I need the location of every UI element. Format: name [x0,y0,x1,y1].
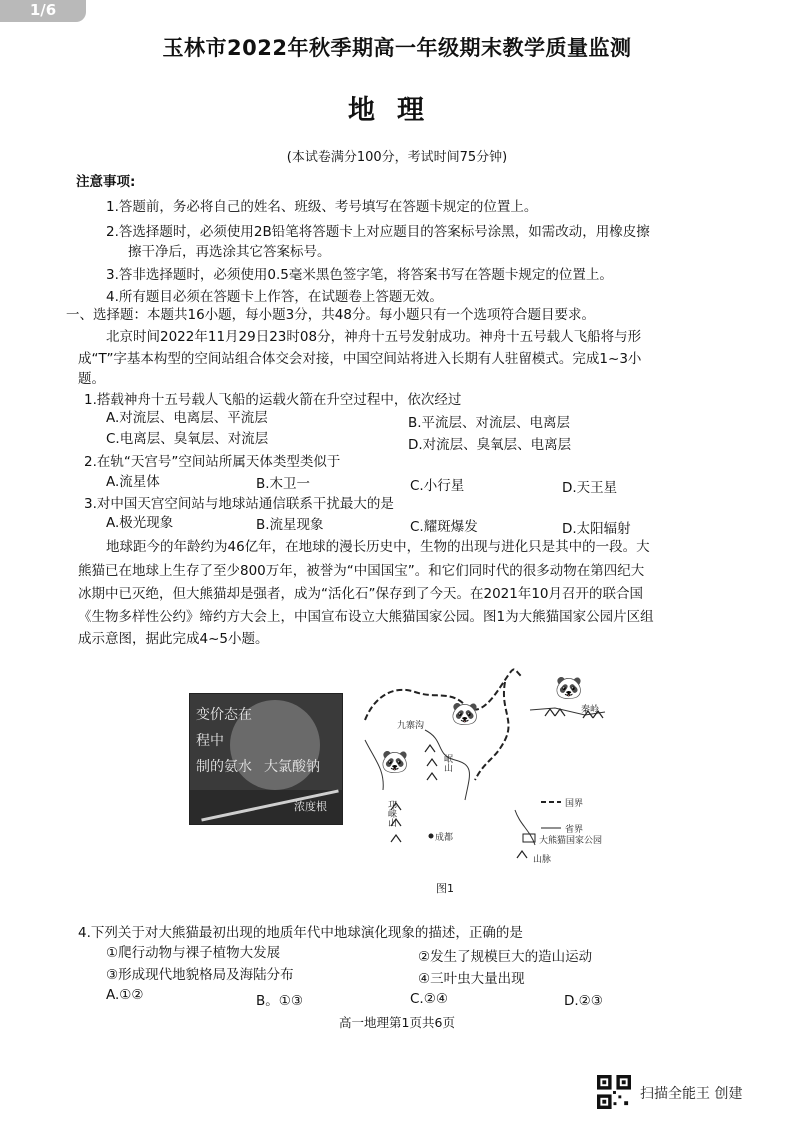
photo-text-line: 浓度根 [294,800,327,813]
question-4-option-b: B。①③ [256,993,303,1009]
question-2-option-b: B.木卫一 [256,476,311,492]
photo-text-line: 制的氨水 [196,759,252,775]
notice-item: 1.答题前，务必将自己的姓名、班级、考号填写在答题卡规定的位置上。 [106,199,538,215]
notice-item: 4.所有题目必须在答题卡上作答，在试题卷上答题无效。 [106,289,443,305]
question-3-option-c: C.耀斑爆发 [410,519,478,535]
question-2-stem: 2.在轨“天宫号”空间站所属天体类型类似于 [84,454,341,470]
question-1-option-d: D.对流层、臭氧层、电离层 [408,437,572,453]
question-4-statement-2: ②发生了规模巨大的造山运动 [418,949,593,965]
question-4-statement-3: ③形成现代地貌格局及海陆分布 [106,967,294,983]
notice-heading: 注意事项: [76,174,136,190]
legend-shengjie: 省界 [565,825,584,835]
question-4-stem: 4.下列关于对大熊猫最初出现的地质年代中地球演化现象的描述，正确的是 [78,925,523,941]
photo-text-line: 程中 [196,733,224,749]
question-1-option-a: A.对流层、电离层、平流层 [106,410,268,426]
figure-caption: 图1 [436,882,454,895]
panda-icon: 🐼 [381,750,409,775]
question-4-option-c: C.②④ [410,991,448,1007]
panda-icon: 🐼 [555,676,583,701]
question-2-option-c: C.小行星 [410,478,465,494]
exam-info: (本试卷满分100分，考试时间75分钟) [286,150,508,165]
exam-title: 玉林市2022年秋季期高一年级期末教学质量监测 [162,36,632,60]
question-2-option-d: D.天王星 [562,480,618,496]
photo-text-line: 变价态在 [196,707,252,723]
question-2-option-a: A.流星体 [106,474,160,490]
photo-text-line: 大氯酸钠 [264,759,320,775]
legend-park: 大熊猫国家公园 [539,836,603,846]
figure-photo [189,693,343,825]
map-label-minshan: 岷山 [442,754,452,772]
panda-icon: 🐼 [451,702,479,727]
section-heading: 一、选择题：本题共16小题，每小题3分，共48分。每小题只有一个选项符合题目要求。 [66,307,595,323]
passage-line: 《生物多样性公约》缔约方大会上，中国宣布设立大熊猫国家公园。图1为大熊猫国家公园片区组 [78,609,654,625]
passage-line: 地球距今的年龄约为46亿年，在地球的漫长历史中，生物的出现与进化只是其中的一段。大 [106,539,650,555]
question-1-stem: 1.搭载神舟十五号载人飞船的运载火箭在升空过程中，依次经过 [84,392,462,408]
passage-line: 成示意图，据此完成4~5小题。 [78,631,269,647]
question-3-option-a: A.极光现象 [106,515,174,531]
map-label-qinling: 秦岭 [581,705,600,715]
scanner-watermark: 扫描全能王 创建 [640,1086,743,1102]
notice-item: 2.答选择题时，必须使用2B铅笔将答题卡上对应题目的答案标号涂黑，如需改动，用橡皮擦 [106,224,650,240]
question-4-option-d: D.②③ [564,993,603,1009]
notice-item: 擦干净后，再选涂其它答案标号。 [128,244,331,260]
question-4-statement-1: ①爬行动物与裸子植物大发展 [106,945,281,961]
passage-line: 题。 [78,371,105,387]
legend-shanmai: 山脉 [533,855,552,865]
passage-line: 北京时间2022年11月29日23时08分，神舟十五号发射成功。神舟十五号载人飞船将与形 [106,329,642,345]
qr-code-icon [597,1075,631,1109]
question-4-statement-4: ④三叶虫大量出现 [418,971,525,987]
notice-item: 3.答非选择题时，必须使用0.5毫米黑色签字笔，将答案书写在答题卡规定的位置上。 [106,267,613,283]
map-label-qionglai: 邛崃山 [386,800,396,827]
legend-guojie: 国界 [565,799,584,809]
question-3-option-b: B.流星现象 [256,517,324,533]
map-label-chengdu: 成都 [435,833,454,843]
map-label-jiuzhaigou: 九寨沟 [397,721,425,731]
page-indicator: 1/6 [0,0,86,22]
subject-title: 地理 [348,95,446,126]
passage-line: 熊猫已在地球上生存了至少800万年，被誉为“中国国宝”。和它们同时代的很多动物在第四纪大 [78,563,645,579]
question-3-option-d: D.太阳辐射 [562,521,631,537]
question-3-stem: 3.对中国天宫空间站与地球站通信联系干扰最大的是 [84,496,394,512]
passage-line: 冰期中已灭绝，但大熊猫却是强者，成为“活化石”保存到了今天。在2021年10月召开的联合国 [78,586,644,602]
question-1-option-b: B.平流层、对流层、电离层 [408,415,571,431]
question-1-option-c: C.电离层、臭氧层、对流层 [106,431,269,447]
passage-line: 成“T”字基本构型的空间站组合体交会对接，中国空间站将进入长期有人驻留模式。完成1~3小 [78,351,642,367]
question-4-option-a: A.①② [106,987,144,1003]
page-footer: 高一地理第1页共6页 [339,1015,455,1030]
panda-park-map [355,660,655,875]
